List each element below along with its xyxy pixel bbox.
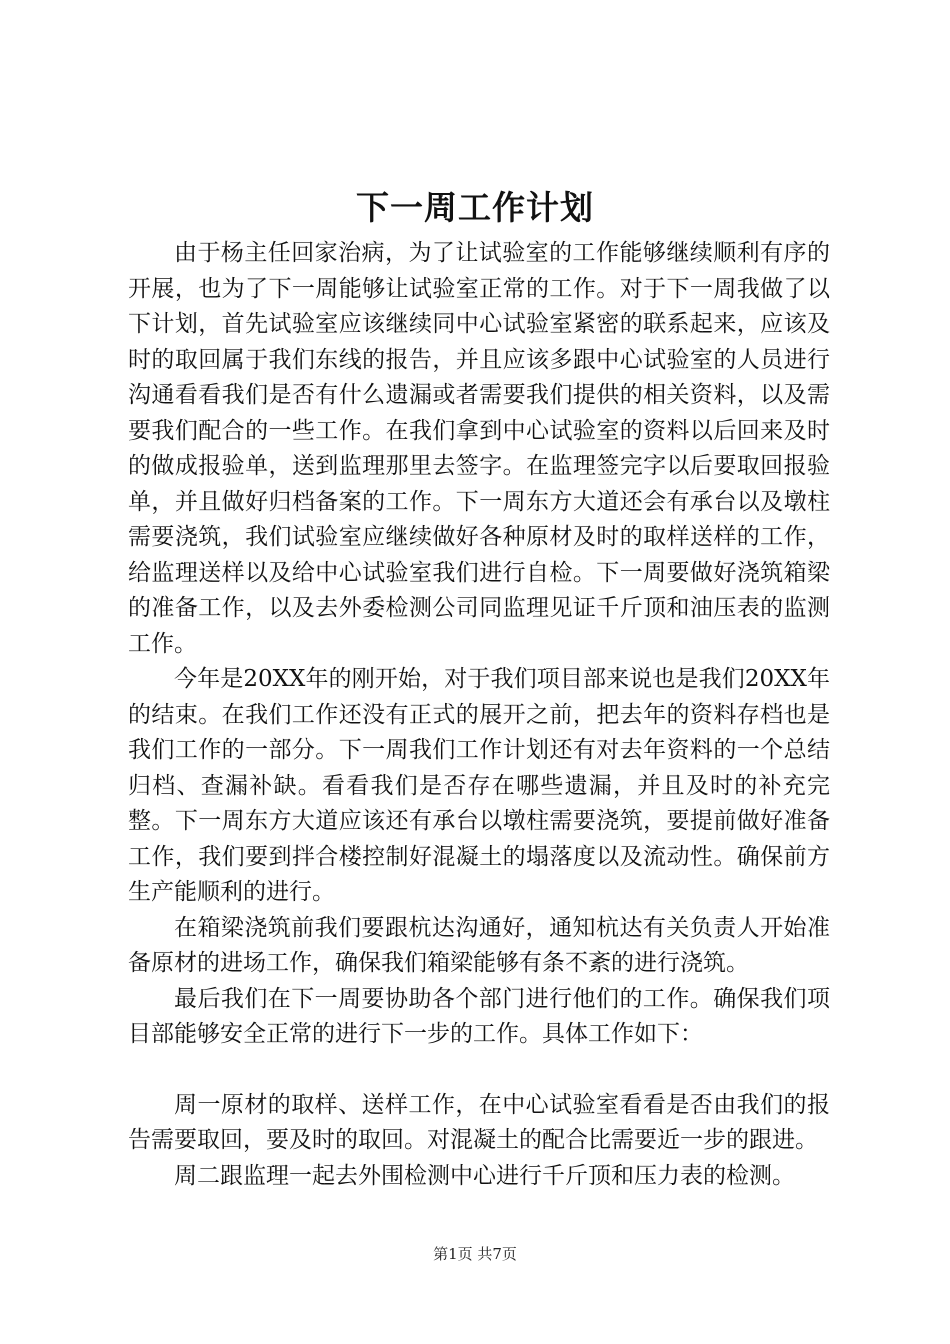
paragraph-4: 最后我们在下一周要协助各个部门进行他们的工作。确保我们项目部能够安全正常的进行下一步的工作。具体工作如下： xyxy=(128,985,830,1047)
paragraph-3: 在箱梁浇筑前我们要跟杭达沟通好，通知杭达有关负责人开始准备原材的进场工作，确保我们箱梁能够有条不紊的进行浇筑。 xyxy=(128,914,830,976)
paragraph-2: 今年是20XX年的刚开始，对于我们项目部来说也是我们20XX年的结束。在我们工作还没有正式的展开之前，把去年的资料存档也是我们工作的一部分。下一周我们工作计划还有对去年资料的一个总结归档、查漏补缺。看看我们是否存在哪些遗漏，并且及时的补充完整。下一周东方大道应该还有承台以墩柱需要浇筑，要提前做好准备工作，我们要到拌合楼控制好混凝土的塌落度以及流动性。确保前方生产能顺利的进行。 xyxy=(128,666,830,905)
page-indicator: 第1页 共7页 xyxy=(433,1245,517,1263)
paragraph-1: 由于杨主任回家治病，为了让试验室的工作能够继续顺利有序的开展，也为了下一周能够让试验室正常的工作。对于下一周我做了以下计划，首先试验室应该继续同中心试验室紧密的联系起来，应该及时的取回属于我们东线的报告，并且应该多跟中心试验室的人员进行沟通看看我们是否有什么遗漏或者需要我们提供的相关资料，以及需要我们配合的一些工作。在我们拿到中心试验室的资料以后回来及时的做成报验单，送到监理那里去签字。在监理签完字以后要取回报验单，并且做好归档备案的工作。下一周东方大道还会有承台以及墩柱需要浇筑，我们试验室应继续做好各种原材及时的取样送样的工作，给监理送样以及给中心试验室我们进行自检。下一周要做好浇筑箱梁的准备工作，以及去外委检测公司同监理见证千斤顶和油压表的监测工作。 xyxy=(128,240,830,657)
paragraph-5: 周一原材的取样、送样工作，在中心试验室看看是否由我们的报告需要取回，要及时的取回。对混凝土的配合比需要近一步的跟进。 xyxy=(128,1091,830,1153)
paragraph-6: 周二跟监理一起去外围检测中心进行千斤顶和压力表的检测。 xyxy=(174,1162,795,1189)
document-title: 下一周工作计划 xyxy=(356,188,594,227)
document-body xyxy=(128,236,830,1194)
